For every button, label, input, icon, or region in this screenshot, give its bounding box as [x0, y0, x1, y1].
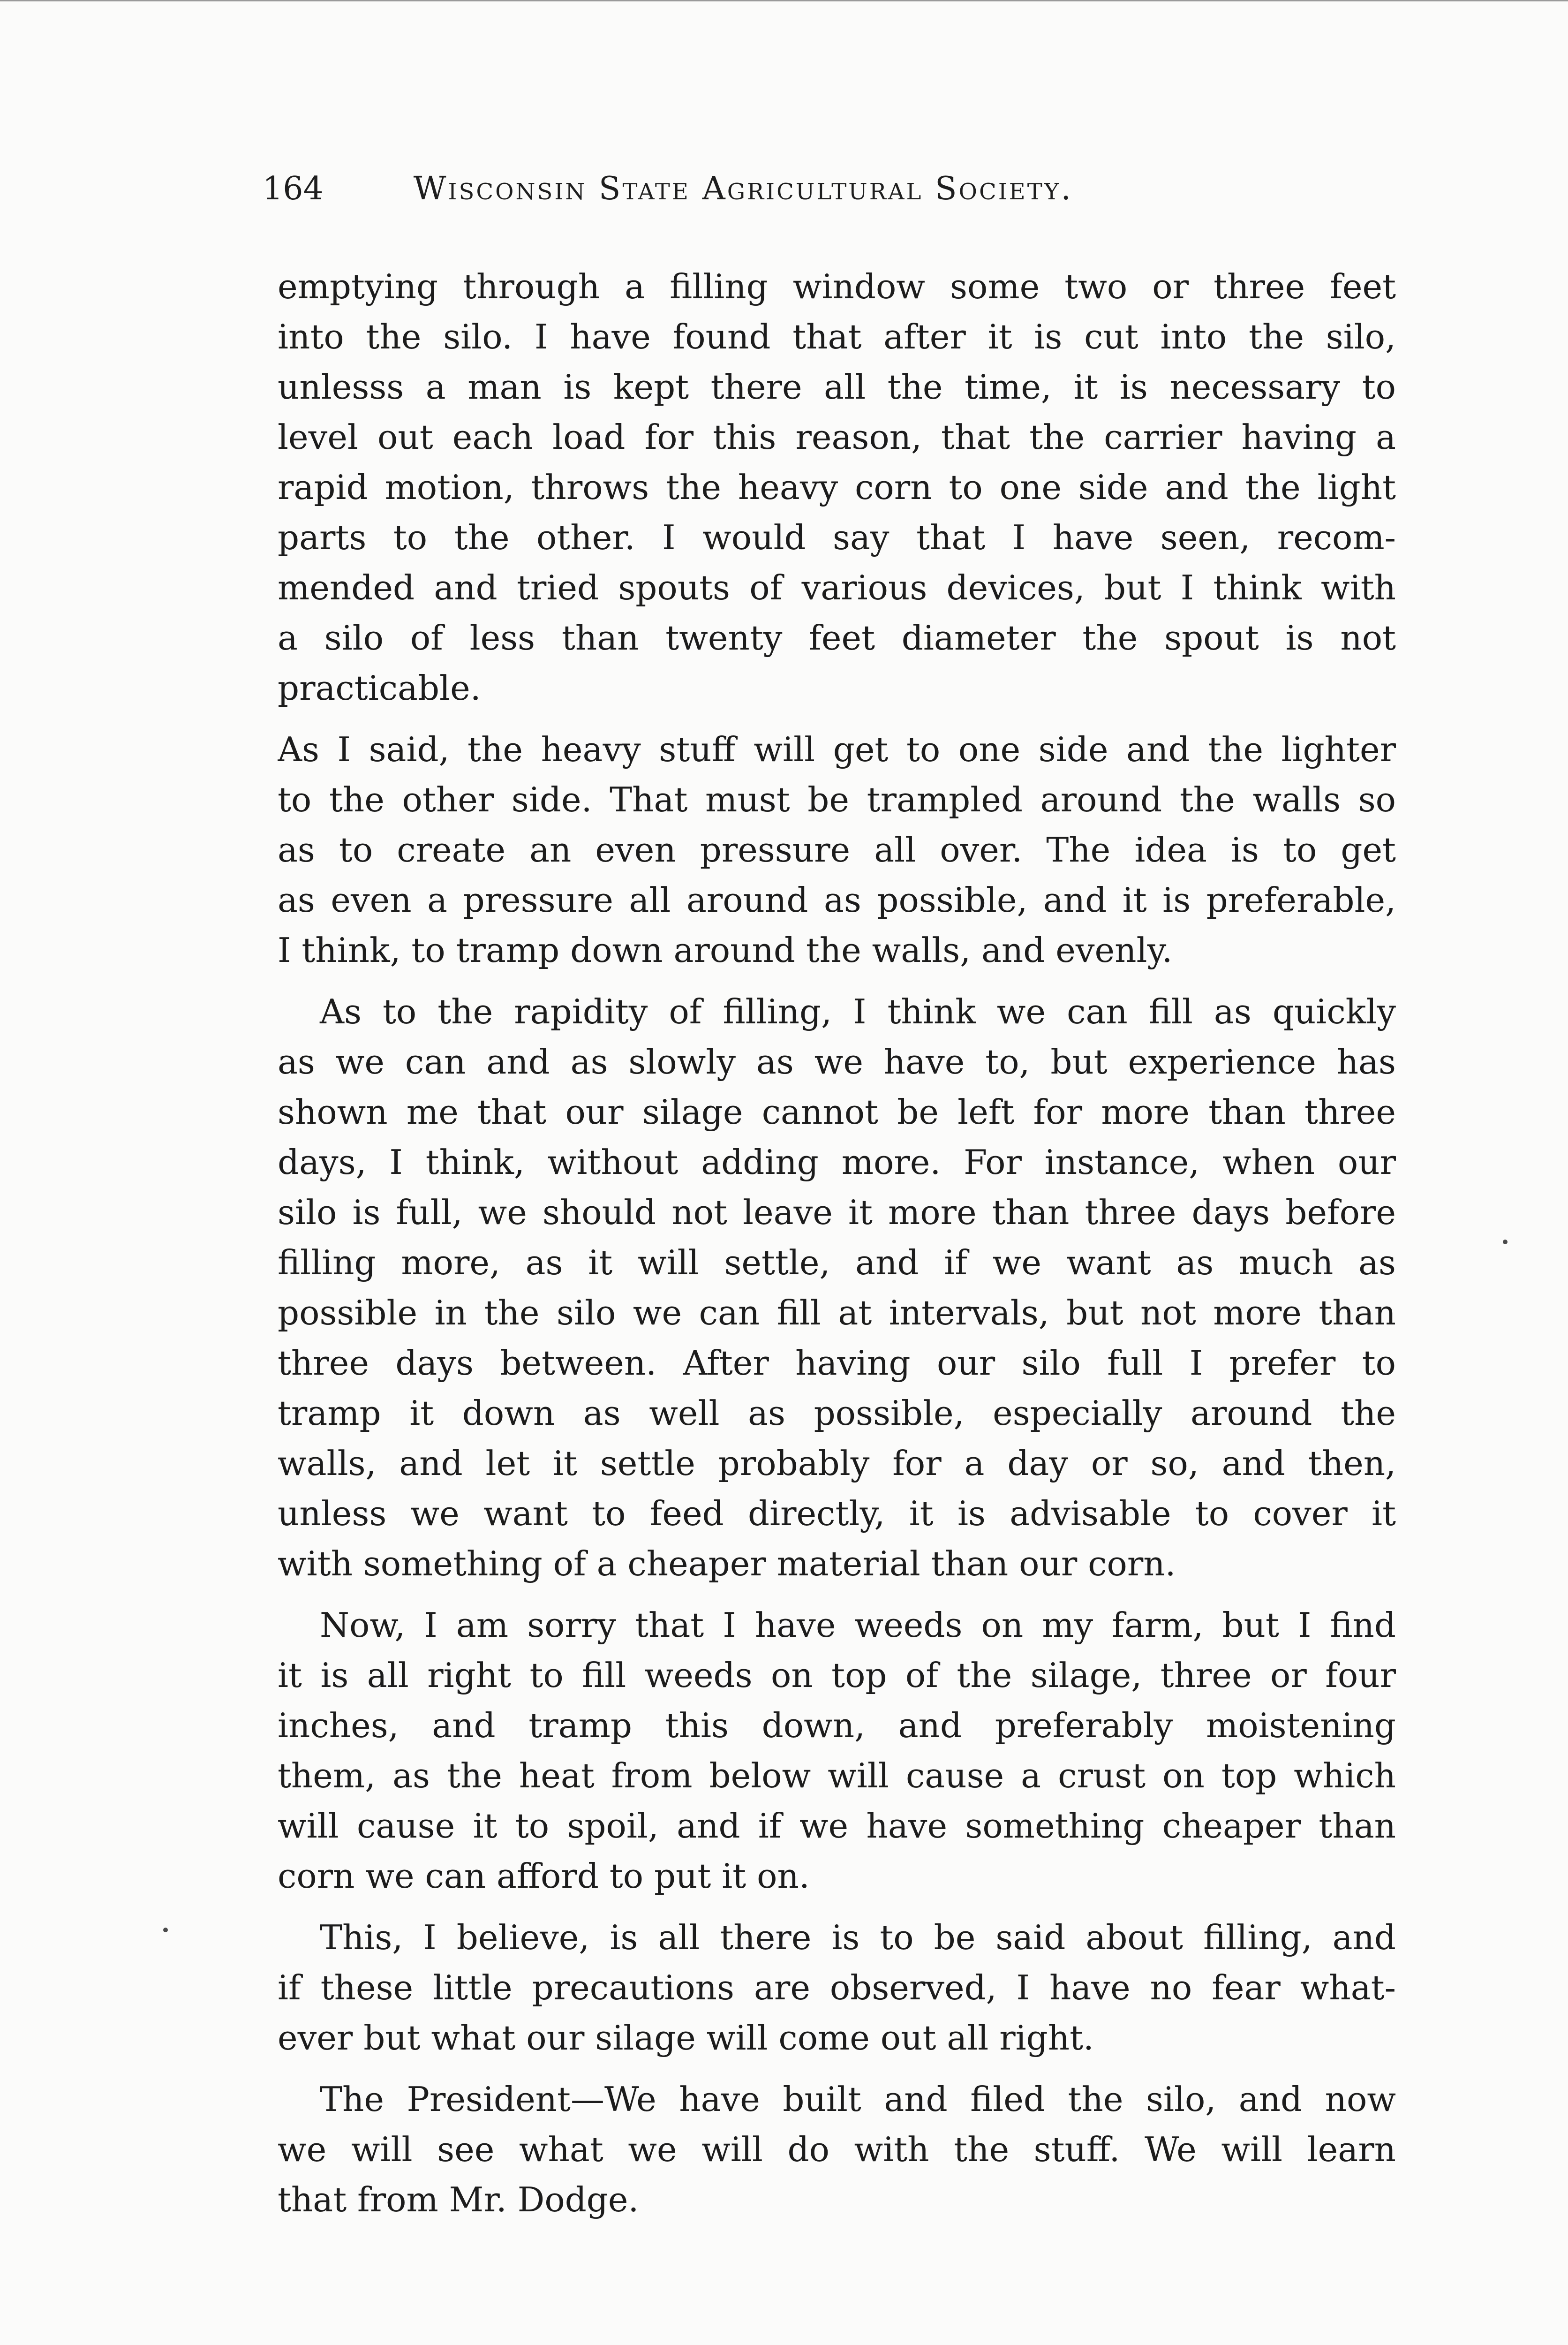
text-line: possible in the silo we can fill at intervals, but not more than [278, 1293, 1396, 1332]
text-line: shown me that our silage cannot be left for more than three [278, 1092, 1396, 1132]
paragraph [278, 987, 1396, 1589]
page-number: 164 [263, 170, 324, 207]
paragraph [278, 1600, 1396, 1901]
text-line: unlesss a man is kept there all the time, it is necessary to [278, 367, 1396, 407]
text-line: corn we can afford to put it on. [278, 1856, 810, 1896]
text-line: will cause it to spoil, and if we have something cheaper than [278, 1806, 1396, 1846]
text-line: The President—We have built and filed the silo, and now [320, 2080, 1396, 2119]
text-line: silo is full, we should not leave it more than three days before [278, 1193, 1396, 1232]
text-line: This, I believe, is all there is to be said about filling, and [320, 1918, 1396, 1957]
text-line: that from Mr. Dodge. [278, 2180, 639, 2219]
text-line: filling more, as it will settle, and if we want as much as [278, 1243, 1396, 1282]
text-line: mended and tried spouts of various devices, but I think with [278, 568, 1396, 607]
text-line: as to create an even pressure all over. The idea is to get [278, 830, 1396, 870]
text-line: to the other side. That must be trampled around the walls so [278, 780, 1396, 819]
text-line: as even a pressure all around as possible, and it is preferable, [278, 880, 1396, 920]
text-line: level out each load for this reason, that the carrier having a [278, 417, 1396, 457]
text-line: inches, and tramp this down, and preferably moistening [278, 1706, 1396, 1745]
paragraph [278, 262, 1396, 713]
paragraph [278, 725, 1396, 976]
text-line: As to the rapidity of filling, I think we can fill as quickly [320, 992, 1396, 1031]
text-line: ever but what our silage will come out all right. [278, 2018, 1094, 2058]
page-header [263, 163, 1294, 215]
text-line: days, I think, without adding more. For instance, when our [278, 1142, 1396, 1182]
text-line: I think, to tramp down around the walls, and evenly. [278, 930, 1173, 970]
text-line: Now, I am sorry that I have weeds on my farm, but I find [320, 1605, 1396, 1645]
paragraph [278, 2074, 1396, 2225]
text-line: practicable. [278, 668, 481, 708]
running-title: Wisconsin State Agricultural Society. [413, 170, 1073, 207]
paragraph [278, 1913, 1396, 2063]
text-line: walls, and let it settle probably for a day or so, and then, [278, 1444, 1396, 1483]
text-line: a silo of less than twenty feet diameter the spout is not [278, 618, 1396, 658]
text-line: them, as the heat from below will cause a crust on top which [278, 1756, 1396, 1795]
text-line: it is all right to fill weeds on top of the silage, three or four [278, 1656, 1396, 1695]
text-line: rapid motion, throws the heavy corn to one side and the light [278, 468, 1396, 507]
scan-speck [1503, 1240, 1508, 1244]
text-line: three days between. After having our silo full I prefer to [278, 1343, 1396, 1383]
scan-speck [163, 1928, 168, 1932]
text-line: parts to the other. I would say that I have seen, recom- [278, 518, 1396, 557]
text-line: as we can and as slowly as we have to, but experience has [278, 1042, 1396, 1082]
text-line: unless we want to feed directly, it is advisable to cover it [278, 1494, 1396, 1533]
text-line: tramp it down as well as possible, especially around the [278, 1393, 1396, 1433]
body-text [278, 262, 1396, 2236]
text-line: we will see what we will do with the stuff. We will learn [278, 2130, 1396, 2169]
text-line: with something of a cheaper material than our corn. [278, 1544, 1176, 1583]
text-line: As I said, the heavy stuff will get to one side and the lighter [278, 730, 1396, 769]
text-line: emptying through a filling window some two or three feet [278, 267, 1396, 306]
text-line: if these little precautions are observed, I have no fear what- [278, 1968, 1396, 2007]
text-line: into the silo. I have found that after it is cut into the silo, [278, 317, 1396, 356]
